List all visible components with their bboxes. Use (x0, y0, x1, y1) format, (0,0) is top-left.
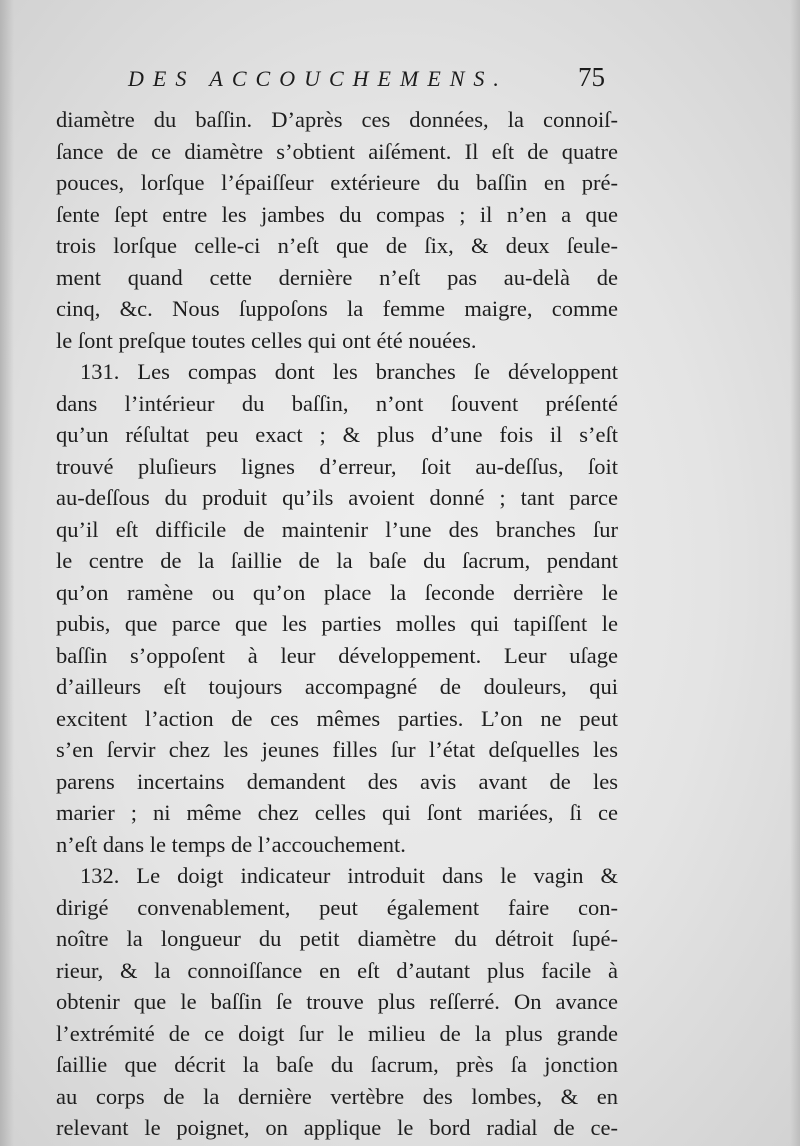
text-line: parens incertains demandent des avis avant de les (56, 768, 618, 794)
text-line: dirigé convenablement, peut également faire con- (56, 894, 618, 920)
text-line: pubis, que parce que les parties molles qui tapiſſent le (56, 611, 618, 636)
text-line: dans l’intérieur du baſſin, n’ont ſouvent préſenté (56, 390, 618, 416)
text-line: trouvé pluſieurs lignes d’erreur, ſoit au-deſſus, ſoit (56, 453, 618, 479)
text-line: pouces, lorſque l’épaiſſeur extérieure du baſſin en pré- (56, 170, 618, 195)
text-line: baſſin s’oppoſent à leur développement. Leur uſage (56, 642, 618, 668)
text-line: trois lorſque celle-ci n’eſt que de ſix, & deux ſeule- (56, 233, 618, 258)
text-line: qu’il eſt difficile de maintenir l’une des branches ſur (56, 516, 618, 542)
page-edge-shadow-left (0, 0, 14, 1146)
paragraph-132-start-line: 132. Le doigt indicateur introduit dans le vagin & (80, 863, 618, 888)
text-line: qu’un réſultat peu exact ; & plus d’une fois il s’eſt (56, 422, 618, 447)
text-line: qu’on ramène ou qu’on place la ſeconde derrière le (56, 579, 618, 605)
page-edge-shadow-right (790, 0, 800, 1146)
text-line: excitent l’action de ces mêmes parties. L’on ne peut (56, 705, 618, 731)
text-line: s’en ſervir chez les jeunes filles ſur l’état deſquelles les (56, 737, 618, 762)
paragraph-131-start-line: 131. Les compas dont les branches ſe développent (80, 359, 618, 384)
text-line: au corps de la dernière vertèbre des lombes, & en (56, 1083, 618, 1109)
text-line: au-deſſous du produit qu’ils avoient donné ; tant parce (56, 485, 618, 510)
paragraph-end-line: le ſont preſque toutes celles qui ont été nouées. (56, 327, 477, 353)
text-line: rieur, & la connoiſſance en eſt d’autant plus facile à (56, 957, 618, 983)
text-line: relevant le poignet, on applique le bord radial de ce- (56, 1115, 618, 1140)
text-line: obtenir que le baſſin ſe trouve plus reſſerré. On avance (56, 989, 618, 1014)
page-number: 75 (578, 62, 605, 92)
text-line: marier ; ni même chez celles qui ſont mariées, ſi ce (56, 800, 618, 825)
running-head: DES ACCOUCHEMENS. (128, 66, 508, 91)
text-line: noître la longueur du petit diamètre du détroit ſupé- (56, 926, 618, 951)
text-line: ment quand cette dernière n’eſt pas au-delà de (56, 264, 618, 290)
paragraph-end-line: n’eſt dans le temps de l’accouchement. (56, 831, 406, 857)
text-line: ſance de ce diamètre s’obtient aiſément. Il eſt de quatre (56, 138, 618, 164)
text-line: le centre de la ſaillie de la baſe du ſacrum, pendant (56, 548, 618, 573)
text-line: d’ailleurs eſt toujours accompagné de douleurs, qui (56, 674, 618, 699)
body-text (56, 104, 618, 1144)
text-line: cinq, &c. Nous ſuppoſons la femme maigre, comme (56, 296, 618, 321)
text-line: diamètre du baſſin. D’après ces données, la connoiſ- (56, 107, 618, 132)
text-line: ſaillie que décrit la baſe du ſacrum, près ſa jonction (56, 1052, 618, 1077)
text-line: l’extrémité de ce doigt ſur le milieu de la plus grande (56, 1020, 618, 1046)
text-line: ſente ſept entre les jambes du compas ; il n’en a que (56, 201, 618, 227)
